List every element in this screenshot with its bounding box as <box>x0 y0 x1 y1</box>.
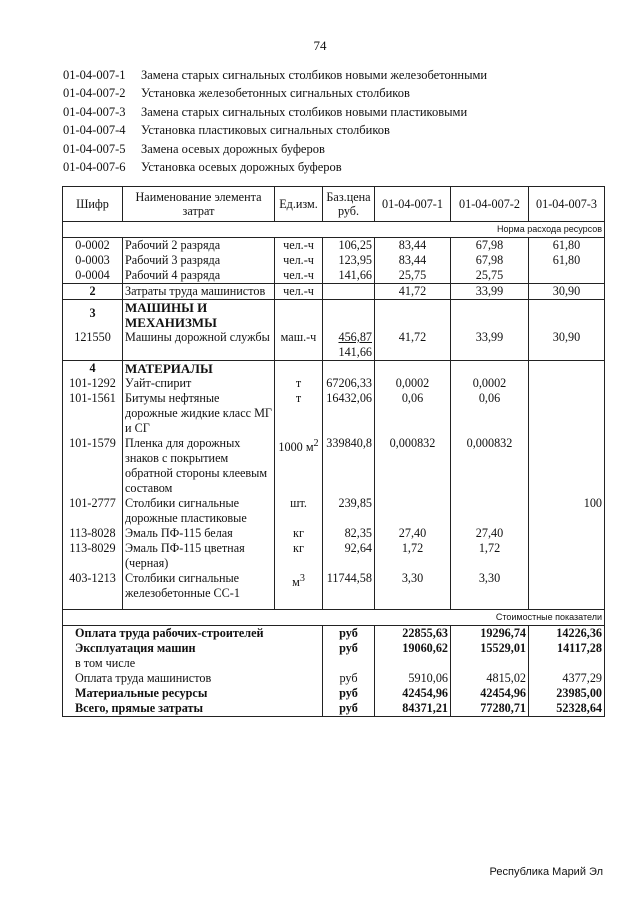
header-row <box>63 187 605 222</box>
spacer-row <box>63 601 605 609</box>
code-item: 01-04-007-5 Замена осевых дорожных буферов <box>63 141 325 156</box>
code-list <box>63 66 487 176</box>
norm-banner-row <box>63 222 605 238</box>
code-item: 01-04-007-3 Замена старых сигнальных столбиков новыми пластиковыми <box>63 104 468 119</box>
header-col-1: 01-04-007-1 <box>375 187 451 222</box>
header-unit: Ед.изм. <box>275 187 323 222</box>
cost-row: Эксплуатация машин руб 19060,62 15529,01 14117,28 <box>63 641 605 656</box>
footer-region: Республика Марий Эл <box>489 866 603 878</box>
header-col-2: 01-04-007-2 <box>451 187 529 222</box>
table-row: 101-1292 Уайт-спирит т 67206,33 0,0002 0,0002 <box>63 376 605 391</box>
cost-row: Материальные ресурсы руб 42454,96 42454,96 23985,00 <box>63 686 605 701</box>
header-name: Наименование элемента затрат <box>123 187 275 222</box>
code-item: 01-04-007-6 Установка осевых дорожных буферов <box>63 159 342 174</box>
code-item: 01-04-007-4 Установка пластиковых сигнальных столбиков <box>63 123 390 138</box>
table-row: 0-0002 Рабочий 2 разряда чел.-ч 106,25 83,44 67,98 61,80 <box>63 238 605 254</box>
header-code: Шифр <box>63 187 123 222</box>
table-row: 121550 Машины дорожной службы маш.-ч 456,87 141,66 41,72 33,99 30,90 <box>63 330 605 361</box>
table-row: 101-1561 Битумы нефтяные дорожные жидкие класс МГ и СГ т 16432,06 0,06 0,06 <box>63 391 605 436</box>
header-price: Баз.цена руб. <box>323 187 375 222</box>
cost-row: Оплата труда рабочих-строителей руб 22855,63 19296,74 14226,36 <box>63 625 605 641</box>
cost-banner: Стоимостные показатели <box>63 609 605 625</box>
section-row-materials: 4 МАТЕРИАЛЫ <box>63 361 605 377</box>
cost-row: Оплата труда машинистов руб 5910,06 4815,02 4377,29 <box>63 671 605 686</box>
section-row-machines: 3 МАШИНЫ И МЕХАНИЗМЫ <box>63 300 605 331</box>
table-row: 101-2777 Столбики сигнальные дорожные пластиковые шт. 239,85 100 <box>63 496 605 526</box>
table-row: 403-1213 Столбики сигнальные железобетонные СС-1 $м^3$ 11744,58 3,30 3,30 <box>63 571 605 601</box>
table-row: 101-1579 Пленка для дорожных знаков с покрытием обратной стороны клеевым составом 1000 $м^2$ 339840,8 0,000832 0,000832 <box>63 436 605 496</box>
table-row: 113-8028 Эмаль ПФ-115 белая кг 82,35 27,40 27,40 <box>63 526 605 541</box>
cost-row: в том числе <box>63 656 605 671</box>
cost-row-total: Всего, прямые затраты руб 84371,21 77280,71 52328,64 <box>63 701 605 717</box>
code-item: 01-04-007-1 Замена старых сигнальных столбиков новыми железобетонными <box>63 68 488 82</box>
machine-price: 456,87 141,66 <box>323 330 375 361</box>
cost-banner-row <box>63 609 605 625</box>
machinist-row: 2 Затраты труда машинистов чел.-ч 41,72 33,99 30,90 <box>63 284 605 300</box>
page-number: 74 <box>313 38 327 53</box>
norm-banner: Норма расхода ресурсов <box>63 222 605 238</box>
code-item: 01-04-007-2 Установка железобетонных сигнальных столбиков <box>63 86 410 101</box>
table-row: 0-0004 Рабочий 4 разряда чел.-ч 141,66 25,75 25,75 <box>63 268 605 284</box>
table-row: 0-0003 Рабочий 3 разряда чел.-ч 123,95 83,44 67,98 61,80 <box>63 253 605 268</box>
table-row: 113-8029 Эмаль ПФ-115 цветная (черная) кг 92,64 1,72 1,72 <box>63 541 605 571</box>
resource-table <box>62 186 605 717</box>
unit-cell: 1000 $м^2$ <box>275 436 323 496</box>
unit-cell: $м^3$ <box>275 571 323 601</box>
header-col-3: 01-04-007-3 <box>529 187 605 222</box>
